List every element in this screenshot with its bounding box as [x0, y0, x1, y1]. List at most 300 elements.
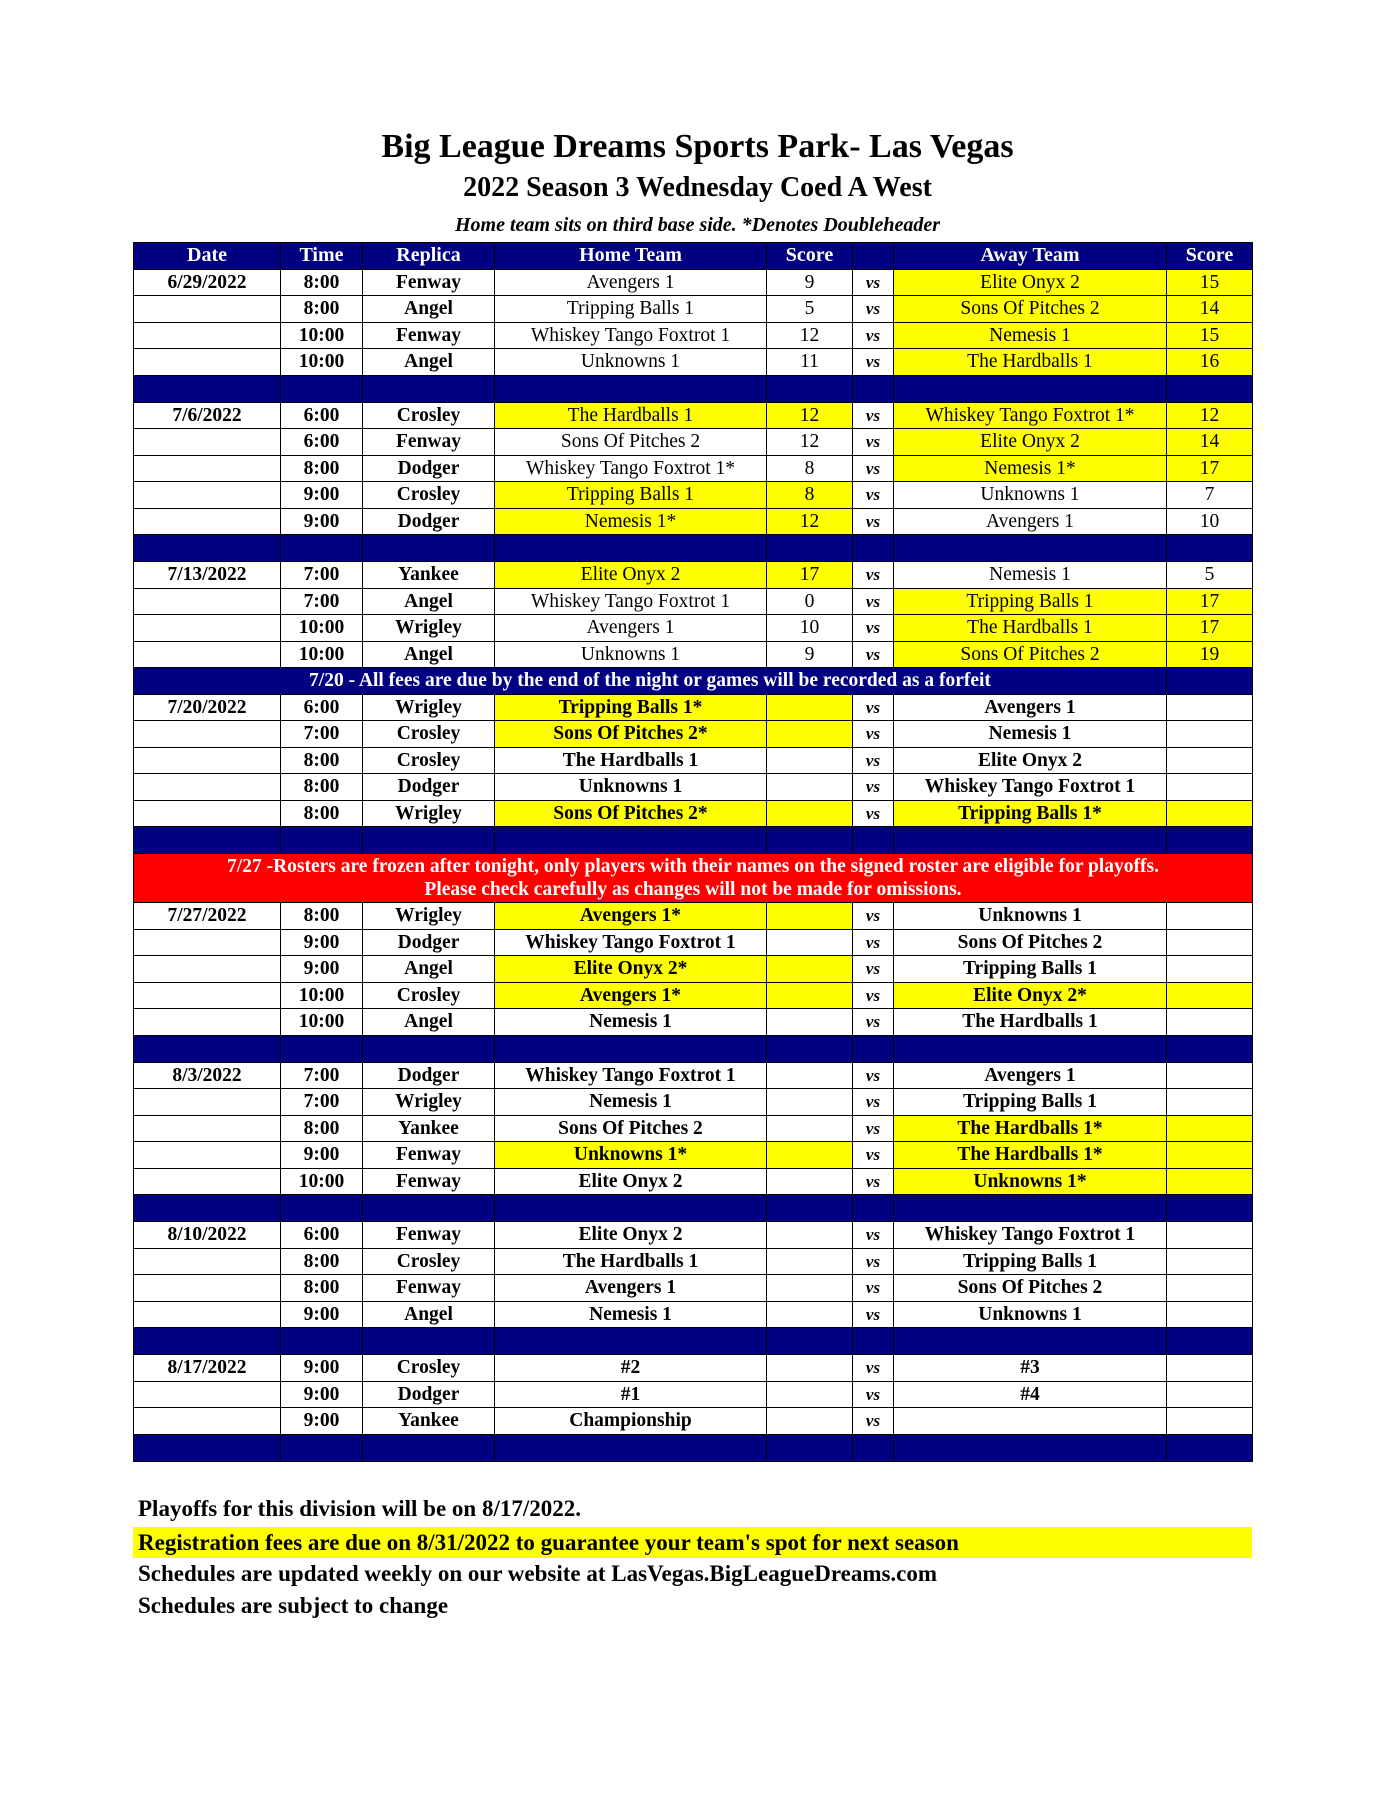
- separator-cell: [894, 1434, 1167, 1461]
- separator-cell: [894, 1035, 1167, 1062]
- home-score: [767, 1222, 853, 1249]
- away-score: [1167, 747, 1253, 774]
- away-score: [1167, 1355, 1253, 1382]
- separator-cell: [767, 535, 853, 562]
- home-team: Elite Onyx 2*: [495, 956, 767, 983]
- separator-cell: [1167, 1328, 1253, 1355]
- away-score: [1167, 929, 1253, 956]
- game-row: [134, 402, 1253, 429]
- game-time: 10:00: [281, 322, 363, 349]
- separator-cell: [363, 1195, 495, 1222]
- game-row: [134, 269, 1253, 296]
- separator-cell: [134, 1195, 281, 1222]
- home-score: [767, 1275, 853, 1302]
- game-date: 7/13/2022: [134, 562, 281, 589]
- away-score: [1167, 1142, 1253, 1169]
- game-date: [134, 1115, 281, 1142]
- away-team: Nemesis 1: [894, 322, 1167, 349]
- game-time: 8:00: [281, 1248, 363, 1275]
- game-date: [134, 349, 281, 376]
- separator-cell: [281, 535, 363, 562]
- away-team: Elite Onyx 2: [894, 747, 1167, 774]
- col-header-date: Date: [134, 243, 281, 270]
- fee-notice-row: [134, 668, 1253, 695]
- separator-cell: [1167, 1035, 1253, 1062]
- away-team: The Hardballs 1: [894, 1009, 1167, 1036]
- game-row: [134, 929, 1253, 956]
- game-time: 9:00: [281, 508, 363, 535]
- home-team: The Hardballs 1: [495, 1248, 767, 1275]
- separator-cell: [281, 1195, 363, 1222]
- game-date: [134, 721, 281, 748]
- separator-cell: [363, 1035, 495, 1062]
- home-team: Avengers 1*: [495, 982, 767, 1009]
- game-time: 9:00: [281, 1408, 363, 1435]
- game-time: 8:00: [281, 800, 363, 827]
- game-row: [134, 482, 1253, 509]
- game-row: [134, 562, 1253, 589]
- playoffs-note: Playoffs for this division will be on 8/17/2022.: [138, 1496, 582, 1521]
- game-date: [134, 956, 281, 983]
- game-time: 6:00: [281, 1222, 363, 1249]
- home-score: 9: [767, 269, 853, 296]
- game-field: Angel: [363, 296, 495, 323]
- game-time: 10:00: [281, 349, 363, 376]
- away-team: The Hardballs 1*: [894, 1115, 1167, 1142]
- vs-label: vs: [853, 562, 894, 589]
- game-field: Dodger: [363, 1062, 495, 1089]
- game-row: [134, 322, 1253, 349]
- separator-cell: [134, 535, 281, 562]
- home-team: The Hardballs 1: [495, 402, 767, 429]
- home-team: Nemesis 1: [495, 1301, 767, 1328]
- separator-cell: [853, 827, 894, 854]
- game-time: 8:00: [281, 269, 363, 296]
- home-team: Whiskey Tango Foxtrot 1*: [495, 455, 767, 482]
- game-date: [134, 482, 281, 509]
- game-field: Dodger: [363, 774, 495, 801]
- away-team: Sons Of Pitches 2: [894, 929, 1167, 956]
- home-team: Elite Onyx 2: [495, 562, 767, 589]
- vs-label: vs: [853, 641, 894, 668]
- game-field: Wrigley: [363, 694, 495, 721]
- game-field: Wrigley: [363, 800, 495, 827]
- game-row: [134, 615, 1253, 642]
- separator-cell: [853, 535, 894, 562]
- home-score: [767, 1381, 853, 1408]
- game-time: 7:00: [281, 721, 363, 748]
- vs-label: vs: [853, 747, 894, 774]
- away-team: Nemesis 1: [894, 562, 1167, 589]
- roster-alert-line1: 7/27 -Rosters are frozen after tonight, only players with their names on the signed roster are eligible for playoffs.: [227, 856, 1159, 877]
- game-field: Angel: [363, 1009, 495, 1036]
- separator-cell: [1167, 1195, 1253, 1222]
- game-time: 7:00: [281, 1089, 363, 1116]
- game-field: Wrigley: [363, 615, 495, 642]
- game-time: 8:00: [281, 296, 363, 323]
- away-team: Avengers 1: [894, 694, 1167, 721]
- vs-label: vs: [853, 1355, 894, 1382]
- home-score: 5: [767, 296, 853, 323]
- away-team: Sons Of Pitches 2: [894, 296, 1167, 323]
- game-date: [134, 429, 281, 456]
- home-team: Sons Of Pitches 2: [495, 429, 767, 456]
- home-score: [767, 956, 853, 983]
- vs-label: vs: [853, 402, 894, 429]
- game-row: [134, 721, 1253, 748]
- away-score: [1167, 1009, 1253, 1036]
- away-score: [1167, 800, 1253, 827]
- separator-cell: [363, 1328, 495, 1355]
- home-score: 10: [767, 615, 853, 642]
- vs-label: vs: [853, 296, 894, 323]
- away-team: Nemesis 1: [894, 721, 1167, 748]
- separator-cell: [1167, 1434, 1253, 1461]
- col-header-home-team: Home Team: [495, 243, 767, 270]
- col-header-vs: [853, 243, 894, 270]
- separator-cell: [363, 1434, 495, 1461]
- home-score: [767, 1248, 853, 1275]
- game-row: [134, 349, 1253, 376]
- away-team: Unknowns 1: [894, 1301, 1167, 1328]
- away-score: [1167, 1089, 1253, 1116]
- game-field: Fenway: [363, 1168, 495, 1195]
- separator-cell: [894, 1195, 1167, 1222]
- separator-cell: [767, 1328, 853, 1355]
- separator-cell: [853, 1434, 894, 1461]
- game-row: [134, 694, 1253, 721]
- game-date: [134, 800, 281, 827]
- away-score: 14: [1167, 429, 1253, 456]
- away-score: 14: [1167, 296, 1253, 323]
- game-time: 8:00: [281, 747, 363, 774]
- vs-label: vs: [853, 615, 894, 642]
- home-score: 12: [767, 429, 853, 456]
- game-field: Fenway: [363, 429, 495, 456]
- game-time: 8:00: [281, 455, 363, 482]
- game-time: 9:00: [281, 1142, 363, 1169]
- home-score: [767, 1408, 853, 1435]
- home-team: Avengers 1: [495, 615, 767, 642]
- game-row: [134, 982, 1253, 1009]
- game-time: 9:00: [281, 956, 363, 983]
- away-score: 15: [1167, 269, 1253, 296]
- separator-row: [134, 1434, 1253, 1461]
- roster-alert-row: [134, 854, 1253, 903]
- game-row: [134, 1089, 1253, 1116]
- game-field: Wrigley: [363, 1089, 495, 1116]
- home-score: [767, 903, 853, 930]
- game-field: Dodger: [363, 1381, 495, 1408]
- col-header-away-team: Away Team: [894, 243, 1167, 270]
- separator-cell: [281, 1434, 363, 1461]
- separator-cell: [363, 827, 495, 854]
- page-title: Big League Dreams Sports Park- Las Vegas: [381, 128, 1014, 165]
- schedule-table: [133, 242, 1253, 1462]
- away-score: 16: [1167, 349, 1253, 376]
- away-team: [894, 1408, 1167, 1435]
- vs-label: vs: [853, 929, 894, 956]
- home-team: Tripping Balls 1*: [495, 694, 767, 721]
- home-team: Avengers 1*: [495, 903, 767, 930]
- game-time: 6:00: [281, 429, 363, 456]
- away-team: Tripping Balls 1: [894, 588, 1167, 615]
- home-team: Nemesis 1: [495, 1009, 767, 1036]
- game-field: Crosley: [363, 1248, 495, 1275]
- separator-cell: [363, 375, 495, 402]
- home-score: 0: [767, 588, 853, 615]
- separator-cell: [495, 1035, 767, 1062]
- vs-label: vs: [853, 455, 894, 482]
- away-team: Whiskey Tango Foxtrot 1: [894, 774, 1167, 801]
- home-team: Nemesis 1: [495, 1089, 767, 1116]
- game-time: 7:00: [281, 562, 363, 589]
- home-score: [767, 1115, 853, 1142]
- game-row: [134, 1142, 1253, 1169]
- away-team: The Hardballs 1*: [894, 1142, 1167, 1169]
- away-score: [1167, 903, 1253, 930]
- game-time: 10:00: [281, 641, 363, 668]
- away-score: [1167, 694, 1253, 721]
- game-row: [134, 800, 1253, 827]
- game-field: Yankee: [363, 562, 495, 589]
- away-team: Nemesis 1*: [894, 455, 1167, 482]
- home-score: [767, 1142, 853, 1169]
- game-row: [134, 1408, 1253, 1435]
- home-score: [767, 774, 853, 801]
- home-score: [767, 721, 853, 748]
- away-score: 5: [1167, 562, 1253, 589]
- game-field: Fenway: [363, 1222, 495, 1249]
- home-team: Whiskey Tango Foxtrot 1: [495, 1062, 767, 1089]
- separator-cell: [134, 827, 281, 854]
- away-score: 10: [1167, 508, 1253, 535]
- vs-label: vs: [853, 774, 894, 801]
- separator-cell: [281, 827, 363, 854]
- game-row: [134, 508, 1253, 535]
- vs-label: vs: [853, 429, 894, 456]
- away-team: Unknowns 1: [894, 482, 1167, 509]
- game-row: [134, 903, 1253, 930]
- home-score: 8: [767, 455, 853, 482]
- separator-cell: [495, 535, 767, 562]
- home-team: Tripping Balls 1: [495, 482, 767, 509]
- game-row: [134, 1009, 1253, 1036]
- game-row: [134, 588, 1253, 615]
- game-date: 7/27/2022: [134, 903, 281, 930]
- game-row: [134, 774, 1253, 801]
- home-score: [767, 929, 853, 956]
- header-note: Home team sits on third base side. *Denotes Doubleheader: [455, 214, 940, 236]
- game-field: Fenway: [363, 1142, 495, 1169]
- roster-alert: [134, 854, 1253, 903]
- separator-cell: [767, 827, 853, 854]
- game-date: [134, 455, 281, 482]
- away-score: 19: [1167, 641, 1253, 668]
- separator-cell: [495, 1328, 767, 1355]
- game-field: Yankee: [363, 1408, 495, 1435]
- notice-tail-cell: [1167, 668, 1253, 695]
- vs-label: vs: [853, 903, 894, 930]
- home-score: 8: [767, 482, 853, 509]
- away-team: Unknowns 1*: [894, 1168, 1167, 1195]
- away-team: Unknowns 1: [894, 903, 1167, 930]
- home-score: [767, 747, 853, 774]
- game-date: [134, 296, 281, 323]
- game-row: [134, 641, 1253, 668]
- game-row: [134, 1168, 1253, 1195]
- away-score: [1167, 1062, 1253, 1089]
- game-row: [134, 1301, 1253, 1328]
- separator-cell: [1167, 535, 1253, 562]
- game-row: [134, 747, 1253, 774]
- game-row: [134, 296, 1253, 323]
- separator-cell: [281, 1035, 363, 1062]
- away-team: Avengers 1: [894, 1062, 1167, 1089]
- game-date: [134, 774, 281, 801]
- away-score: [1167, 721, 1253, 748]
- home-team: Unknowns 1: [495, 349, 767, 376]
- game-date: 8/10/2022: [134, 1222, 281, 1249]
- home-score: 9: [767, 641, 853, 668]
- game-date: 7/20/2022: [134, 694, 281, 721]
- home-team: Elite Onyx 2: [495, 1168, 767, 1195]
- game-field: Crosley: [363, 982, 495, 1009]
- game-time: 9:00: [281, 1355, 363, 1382]
- game-row: [134, 1222, 1253, 1249]
- away-score: [1167, 1115, 1253, 1142]
- separator-cell: [894, 375, 1167, 402]
- away-team: #3: [894, 1355, 1167, 1382]
- game-field: Angel: [363, 588, 495, 615]
- separator-cell: [134, 1035, 281, 1062]
- vs-label: vs: [853, 982, 894, 1009]
- away-team: The Hardballs 1: [894, 349, 1167, 376]
- home-team: #1: [495, 1381, 767, 1408]
- vs-label: vs: [853, 349, 894, 376]
- away-score: [1167, 774, 1253, 801]
- game-row: [134, 1248, 1253, 1275]
- vs-label: vs: [853, 1089, 894, 1116]
- separator-cell: [495, 375, 767, 402]
- game-time: 7:00: [281, 1062, 363, 1089]
- separator-cell: [495, 1195, 767, 1222]
- game-time: 10:00: [281, 982, 363, 1009]
- game-time: 8:00: [281, 774, 363, 801]
- game-date: [134, 1089, 281, 1116]
- away-score: [1167, 982, 1253, 1009]
- game-field: Dodger: [363, 508, 495, 535]
- separator-cell: [495, 827, 767, 854]
- game-field: Crosley: [363, 1355, 495, 1382]
- separator-row: [134, 827, 1253, 854]
- game-time: 6:00: [281, 402, 363, 429]
- game-date: [134, 1275, 281, 1302]
- separator-cell: [894, 1328, 1167, 1355]
- game-field: Dodger: [363, 455, 495, 482]
- away-team: Tripping Balls 1: [894, 1089, 1167, 1116]
- game-time: 10:00: [281, 615, 363, 642]
- home-team: Whiskey Tango Foxtrot 1: [495, 929, 767, 956]
- home-score: [767, 1355, 853, 1382]
- vs-label: vs: [853, 1381, 894, 1408]
- game-date: 6/29/2022: [134, 269, 281, 296]
- away-score: 7: [1167, 482, 1253, 509]
- separator-cell: [894, 827, 1167, 854]
- away-team: Elite Onyx 2*: [894, 982, 1167, 1009]
- vs-label: vs: [853, 508, 894, 535]
- vs-label: vs: [853, 1115, 894, 1142]
- game-field: Crosley: [363, 721, 495, 748]
- separator-cell: [853, 1035, 894, 1062]
- away-team: Tripping Balls 1*: [894, 800, 1167, 827]
- away-team: #4: [894, 1381, 1167, 1408]
- vs-label: vs: [853, 1168, 894, 1195]
- game-time: 9:00: [281, 1381, 363, 1408]
- separator-cell: [853, 1195, 894, 1222]
- away-team: Whiskey Tango Foxtrot 1: [894, 1222, 1167, 1249]
- separator-cell: [894, 535, 1167, 562]
- game-date: 7/6/2022: [134, 402, 281, 429]
- game-date: [134, 1381, 281, 1408]
- game-field: Angel: [363, 349, 495, 376]
- game-date: [134, 641, 281, 668]
- vs-label: vs: [853, 482, 894, 509]
- separator-cell: [767, 375, 853, 402]
- game-date: [134, 1301, 281, 1328]
- separator-cell: [134, 1434, 281, 1461]
- game-time: 7:00: [281, 588, 363, 615]
- game-field: Fenway: [363, 1275, 495, 1302]
- separator-cell: [767, 1035, 853, 1062]
- home-team: The Hardballs 1: [495, 747, 767, 774]
- away-score: [1167, 1408, 1253, 1435]
- home-team: Elite Onyx 2: [495, 1222, 767, 1249]
- game-date: [134, 1248, 281, 1275]
- page-subtitle: 2022 Season 3 Wednesday Coed A West: [463, 172, 932, 203]
- separator-cell: [853, 375, 894, 402]
- game-date: [134, 929, 281, 956]
- separator-cell: [495, 1434, 767, 1461]
- separator-cell: [363, 535, 495, 562]
- away-team: Avengers 1: [894, 508, 1167, 535]
- registration-note: Registration fees are due on 8/31/2022 to guarantee your team's spot for next season: [133, 1527, 1252, 1558]
- home-team: Tripping Balls 1: [495, 296, 767, 323]
- game-field: Angel: [363, 1301, 495, 1328]
- game-date: [134, 982, 281, 1009]
- col-header-replica: Replica: [363, 243, 495, 270]
- fee-notice: 7/20 - All fees are due by the end of the night or games will be recorded as a forfeit: [134, 668, 1167, 695]
- away-team: The Hardballs 1: [894, 615, 1167, 642]
- separator-cell: [767, 1434, 853, 1461]
- home-team: Unknowns 1: [495, 641, 767, 668]
- home-team: #2: [495, 1355, 767, 1382]
- home-team: Avengers 1: [495, 269, 767, 296]
- separator-cell: [767, 1195, 853, 1222]
- away-score: [1167, 1381, 1253, 1408]
- col-header-home-score: Score: [767, 243, 853, 270]
- game-date: 8/17/2022: [134, 1355, 281, 1382]
- game-date: [134, 1408, 281, 1435]
- vs-label: vs: [853, 694, 894, 721]
- game-time: 9:00: [281, 1301, 363, 1328]
- home-score: [767, 1301, 853, 1328]
- home-score: [767, 694, 853, 721]
- vs-label: vs: [853, 1275, 894, 1302]
- vs-label: vs: [853, 956, 894, 983]
- game-row: [134, 1275, 1253, 1302]
- col-header-time: Time: [281, 243, 363, 270]
